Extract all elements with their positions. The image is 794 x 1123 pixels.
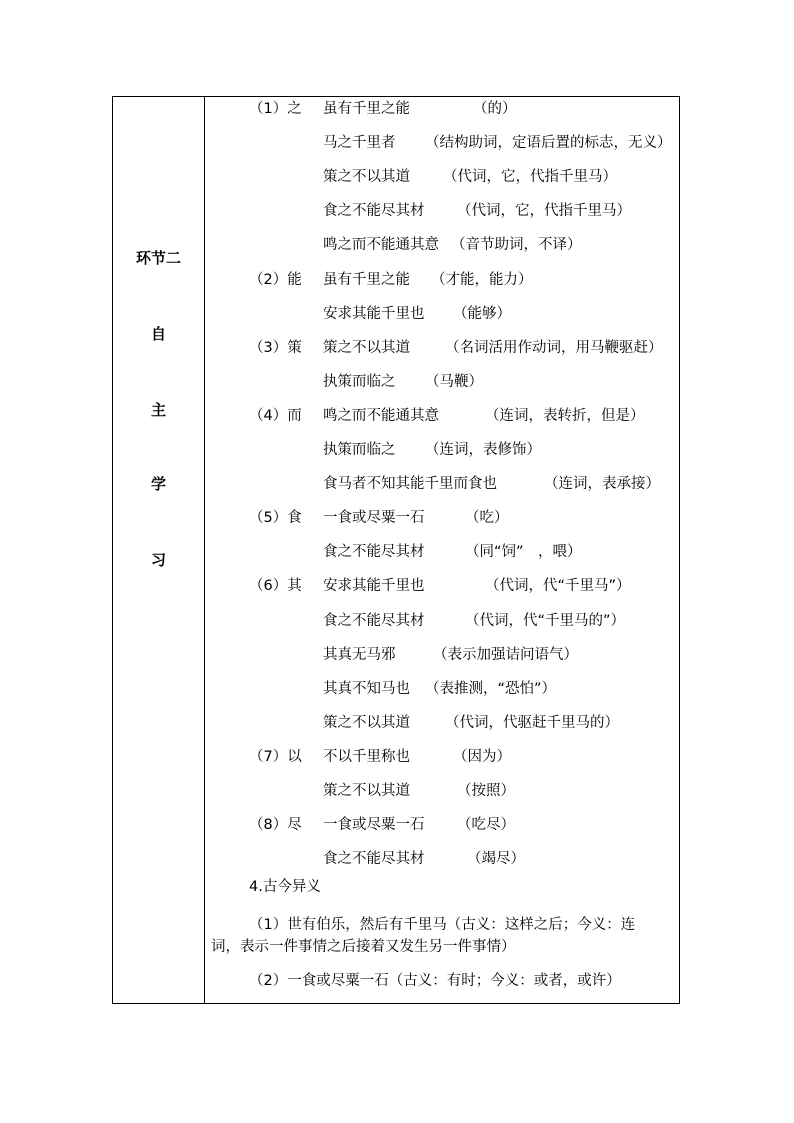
entry-meaning: （吃）: [465, 510, 509, 527]
entry-number: （8）尽: [249, 817, 302, 834]
entry-meaning: （连词，表转折，但是）: [485, 407, 645, 424]
entry-meaning: （代词，它，代指千里马）: [443, 169, 617, 186]
entry-meaning: （音节助词，不译）: [451, 237, 582, 254]
section-char: 习: [150, 551, 166, 569]
entry-number: （5）食: [249, 510, 302, 527]
entry-example: 鸣之而不能通其意: [323, 237, 439, 254]
entry-example: 食之不能尽其材: [323, 851, 425, 868]
gujin-heading: 4.古今异义: [249, 879, 321, 895]
entry-meaning: （结构助词，定语后置的标志，无义）: [425, 135, 672, 152]
entry-meaning: （代词，代“千里马”）: [485, 578, 631, 595]
entry-example: 策之不以其道: [323, 783, 410, 799]
entry-meaning: （表示加强诘问语气）: [433, 646, 578, 663]
entry-example: 食之不能尽其材: [323, 544, 425, 561]
entry-example: 策之不以其道: [323, 714, 410, 731]
gujin-item-1-line-1: （1）世有伯乐，然后有千里马（古义：这样之后；今义：连: [249, 917, 636, 933]
entry-example: 食之不能尽其材: [323, 203, 425, 220]
entry-example: 一食或尽粟一石: [323, 817, 425, 834]
gujin-item-1-line-2: 词，表示一件事情之后接着又发生另一件事情）: [211, 939, 516, 955]
section-char: 学: [150, 475, 166, 493]
entry-meaning: （按照）: [457, 783, 515, 799]
entry-meaning: （连词，表承接）: [544, 476, 660, 493]
entry-example: 策之不以其道: [323, 169, 410, 186]
entry-number: （2）能: [249, 271, 302, 288]
section-label-cell: [113, 97, 204, 1003]
entry-meaning: （同“饲” ，喂）: [465, 544, 582, 561]
entry-number: （7）以: [249, 748, 302, 765]
entry-example: 不以千里称也: [323, 748, 410, 765]
entry-meaning: （连词，表修饰）: [425, 442, 541, 458]
entry-example: 安求其能千里也: [323, 305, 425, 322]
entry-example: 执策而临之: [323, 373, 396, 390]
entry-number: （6）其: [249, 578, 302, 595]
entry-meaning: （马鞭）: [425, 373, 483, 390]
content-cell: [205, 97, 679, 1003]
entry-example: 其真无马邪: [323, 646, 396, 663]
entry-meaning: （因为）: [453, 748, 511, 765]
section-title: 环节二: [135, 249, 181, 267]
entry-meaning: （代词，它，代指千里马）: [457, 203, 631, 220]
entry-example: 马之千里者: [323, 135, 396, 152]
entry-example: 一食或尽粟一石: [323, 510, 425, 527]
entry-meaning: （表推测，“恐怕”）: [425, 680, 557, 697]
entry-example: 其真不知马也: [323, 680, 410, 697]
entry-example: 食马者不知其能千里而食也: [323, 476, 497, 493]
entry-meaning: （才能，能力）: [431, 271, 533, 288]
study-table: [112, 96, 680, 1004]
entry-example: 安求其能千里也: [323, 578, 425, 595]
entry-number: （3）策: [249, 339, 302, 356]
entry-example: 策之不以其道: [323, 339, 410, 356]
entry-meaning: （竭尽）: [467, 851, 525, 868]
entry-example: 虽有千里之能: [323, 271, 410, 288]
entry-example: 执策而临之: [323, 442, 396, 458]
section-char: 主: [150, 401, 166, 419]
entry-meaning: （代词，代驱赶千里马的）: [445, 714, 619, 731]
entry-example: 虽有千里之能: [323, 101, 410, 117]
entry-example: 鸣之而不能通其意: [323, 407, 439, 424]
entry-meaning: （名词活用作动词，用马鞭驱赶）: [445, 339, 663, 356]
entry-meaning: （能够）: [453, 305, 511, 322]
entry-meaning: （代词，代“千里马的”）: [465, 612, 626, 629]
gujin-item-2: （2）一食或尽粟一石（古义：有时；今义：或者，或许）: [249, 973, 621, 989]
entry-meaning: （的）: [473, 101, 517, 117]
section-char: 自: [150, 325, 166, 343]
entry-example: 食之不能尽其材: [323, 612, 425, 629]
entry-number: （4）而: [249, 407, 302, 424]
entry-number: （1）之: [249, 101, 302, 117]
entry-meaning: （吃尽）: [457, 817, 515, 834]
